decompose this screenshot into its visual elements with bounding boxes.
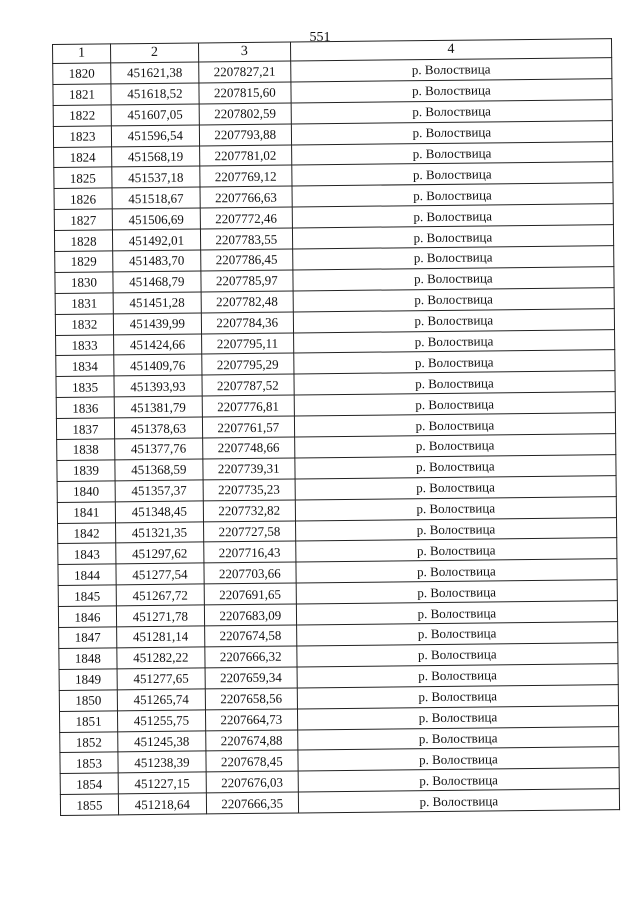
description-cell: р. Волоствица bbox=[295, 517, 616, 541]
y-coordinate-cell: 2207683,09 bbox=[204, 604, 296, 626]
y-coordinate-cell: 2207666,35 bbox=[206, 792, 298, 814]
point-number-cell: 1828 bbox=[54, 230, 112, 251]
x-coordinate-cell: 451451,28 bbox=[113, 292, 201, 314]
y-coordinate-cell: 2207735,23 bbox=[203, 479, 295, 501]
point-number-cell: 1829 bbox=[55, 251, 113, 272]
description-cell: р. Волоствица bbox=[293, 287, 614, 311]
description-cell: р. Волоствица bbox=[297, 684, 618, 708]
x-coordinate-cell: 451568,19 bbox=[111, 146, 199, 168]
description-cell: р. Волоствица bbox=[296, 580, 617, 604]
x-coordinate-cell: 451518,67 bbox=[112, 187, 200, 209]
description-cell: р. Волоствица bbox=[290, 58, 611, 82]
description-cell: р. Волоствица bbox=[295, 455, 616, 479]
x-coordinate-cell: 451607,05 bbox=[111, 104, 199, 126]
description-cell: р. Волоствица bbox=[292, 246, 613, 270]
x-coordinate-cell: 451483,70 bbox=[113, 250, 201, 272]
y-coordinate-cell: 2207786,45 bbox=[200, 249, 292, 271]
x-coordinate-cell: 451506,69 bbox=[112, 208, 200, 230]
description-cell: р. Волоствица bbox=[294, 392, 615, 416]
description-cell: р. Волоствица bbox=[294, 371, 615, 395]
description-cell: р. Волоствица bbox=[294, 434, 615, 458]
point-number-cell: 1837 bbox=[56, 418, 114, 439]
point-number-cell: 1845 bbox=[58, 585, 116, 606]
y-coordinate-cell: 2207727,58 bbox=[203, 521, 295, 543]
x-coordinate-cell: 451265,74 bbox=[117, 689, 205, 711]
point-number-cell: 1834 bbox=[56, 355, 114, 376]
x-coordinate-cell: 451297,62 bbox=[116, 542, 204, 564]
point-number-cell: 1826 bbox=[54, 188, 112, 209]
description-cell: р. Волоствица bbox=[296, 601, 617, 625]
description-cell: р. Волоствица bbox=[292, 204, 613, 228]
description-cell: р. Волоствица bbox=[292, 225, 613, 249]
point-number-cell: 1841 bbox=[57, 502, 115, 523]
x-coordinate-cell: 451267,72 bbox=[116, 584, 204, 606]
point-number-cell: 1831 bbox=[55, 293, 113, 314]
y-coordinate-cell: 2207795,11 bbox=[201, 333, 293, 355]
point-number-cell: 1821 bbox=[53, 84, 111, 105]
y-coordinate-cell: 2207703,66 bbox=[204, 562, 296, 584]
coordinates-table bbox=[52, 38, 620, 816]
description-cell: р. Волоствица bbox=[291, 99, 612, 123]
description-cell: р. Волоствица bbox=[297, 663, 618, 687]
y-coordinate-cell: 2207716,43 bbox=[204, 541, 296, 563]
header-cell: 4 bbox=[290, 39, 611, 61]
description-cell: р. Волоствица bbox=[296, 622, 617, 646]
y-coordinate-cell: 2207748,66 bbox=[202, 437, 294, 459]
x-coordinate-cell: 451424,66 bbox=[113, 334, 201, 356]
point-number-cell: 1820 bbox=[53, 63, 111, 84]
description-cell: р. Волоствица bbox=[291, 120, 612, 144]
y-coordinate-cell: 2207659,34 bbox=[205, 667, 297, 689]
y-coordinate-cell: 2207666,32 bbox=[205, 646, 297, 668]
y-coordinate-cell: 2207782,48 bbox=[201, 291, 293, 313]
description-cell: р. Волоствица bbox=[298, 768, 619, 792]
description-cell: р. Волоствица bbox=[297, 643, 618, 667]
x-coordinate-cell: 451238,39 bbox=[118, 751, 206, 773]
x-coordinate-cell: 451271,78 bbox=[116, 605, 204, 627]
y-coordinate-cell: 2207769,12 bbox=[200, 165, 292, 187]
y-coordinate-cell: 2207691,65 bbox=[204, 583, 296, 605]
x-coordinate-cell: 451218,64 bbox=[118, 793, 206, 815]
point-number-cell: 1849 bbox=[59, 669, 117, 690]
point-number-cell: 1825 bbox=[54, 167, 112, 188]
x-coordinate-cell: 451409,76 bbox=[114, 354, 202, 376]
x-coordinate-cell: 451321,35 bbox=[115, 522, 203, 544]
description-cell: р. Волоствица bbox=[297, 726, 618, 750]
point-number-cell: 1843 bbox=[58, 543, 116, 564]
y-coordinate-cell: 2207784,36 bbox=[201, 312, 293, 334]
point-number-cell: 1823 bbox=[53, 126, 111, 147]
point-number-cell: 1842 bbox=[58, 522, 116, 543]
point-number-cell: 1847 bbox=[59, 627, 117, 648]
header-cell: 3 bbox=[198, 42, 290, 62]
y-coordinate-cell: 2207785,97 bbox=[201, 270, 293, 292]
y-coordinate-cell: 2207674,58 bbox=[204, 625, 296, 647]
point-number-cell: 1851 bbox=[59, 710, 117, 731]
y-coordinate-cell: 2207772,46 bbox=[200, 207, 292, 229]
description-cell: р. Волоствица bbox=[298, 747, 619, 771]
y-coordinate-cell: 2207827,21 bbox=[199, 61, 291, 83]
x-coordinate-cell: 451468,79 bbox=[113, 271, 201, 293]
point-number-cell: 1852 bbox=[60, 731, 118, 752]
description-cell: р. Волоствица bbox=[295, 538, 616, 562]
x-coordinate-cell: 451537,18 bbox=[112, 166, 200, 188]
y-coordinate-cell: 2207739,31 bbox=[203, 458, 295, 480]
x-coordinate-cell: 451596,54 bbox=[111, 125, 199, 147]
x-coordinate-cell: 451378,63 bbox=[114, 417, 202, 439]
description-cell: р. Волоствица bbox=[294, 413, 615, 437]
point-number-cell: 1846 bbox=[58, 606, 116, 627]
description-cell: р. Волоствица bbox=[293, 308, 614, 332]
point-number-cell: 1840 bbox=[57, 481, 115, 502]
y-coordinate-cell: 2207787,52 bbox=[202, 374, 294, 396]
y-coordinate-cell: 2207781,02 bbox=[199, 145, 291, 167]
point-number-cell: 1850 bbox=[59, 690, 117, 711]
x-coordinate-cell: 451618,52 bbox=[111, 83, 199, 105]
header-cell: 2 bbox=[110, 43, 198, 63]
description-cell: р. Волоствица bbox=[292, 162, 613, 186]
header-cell: 1 bbox=[53, 44, 111, 64]
description-cell: р. Волоствица bbox=[291, 141, 612, 165]
y-coordinate-cell: 2207732,82 bbox=[203, 500, 295, 522]
point-number-cell: 1844 bbox=[58, 564, 116, 585]
description-cell: р. Волоствица bbox=[296, 559, 617, 583]
x-coordinate-cell: 451281,14 bbox=[117, 626, 205, 648]
x-coordinate-cell: 451282,22 bbox=[117, 647, 205, 669]
x-coordinate-cell: 451255,75 bbox=[117, 710, 205, 732]
x-coordinate-cell: 451348,45 bbox=[115, 501, 203, 523]
description-cell: р. Волоствица bbox=[295, 475, 616, 499]
description-cell: р. Волоствица bbox=[295, 496, 616, 520]
y-coordinate-cell: 2207658,56 bbox=[205, 688, 297, 710]
point-number-cell: 1854 bbox=[60, 773, 118, 794]
point-number-cell: 1855 bbox=[60, 794, 118, 815]
description-cell: р. Волоствица bbox=[297, 705, 618, 729]
y-coordinate-cell: 2207783,55 bbox=[200, 228, 292, 250]
page-number: 551 bbox=[309, 30, 331, 45]
y-coordinate-cell: 2207793,88 bbox=[199, 124, 291, 146]
point-number-cell: 1836 bbox=[56, 397, 114, 418]
x-coordinate-cell: 451381,79 bbox=[114, 396, 202, 418]
point-number-cell: 1832 bbox=[55, 314, 113, 335]
point-number-cell: 1833 bbox=[56, 334, 114, 355]
y-coordinate-cell: 2207664,73 bbox=[205, 709, 297, 731]
x-coordinate-cell: 451277,65 bbox=[117, 668, 205, 690]
point-number-cell: 1824 bbox=[54, 146, 112, 167]
x-coordinate-cell: 451357,37 bbox=[115, 480, 203, 502]
y-coordinate-cell: 2207761,57 bbox=[202, 416, 294, 438]
y-coordinate-cell: 2207802,59 bbox=[199, 103, 291, 125]
y-coordinate-cell: 2207674,88 bbox=[206, 729, 298, 751]
y-coordinate-cell: 2207815,60 bbox=[199, 82, 291, 104]
point-number-cell: 1835 bbox=[56, 376, 114, 397]
y-coordinate-cell: 2207676,03 bbox=[206, 771, 298, 793]
x-coordinate-cell: 451245,38 bbox=[118, 730, 206, 752]
point-number-cell: 1822 bbox=[53, 105, 111, 126]
point-number-cell: 1827 bbox=[54, 209, 112, 230]
description-cell: р. Волоствица bbox=[291, 79, 612, 103]
description-cell: р. Волоствица bbox=[294, 350, 615, 374]
x-coordinate-cell: 451277,54 bbox=[116, 563, 204, 585]
point-number-cell: 1838 bbox=[57, 439, 115, 460]
x-coordinate-cell: 451377,76 bbox=[115, 438, 203, 460]
x-coordinate-cell: 451621,38 bbox=[111, 62, 199, 84]
point-number-cell: 1839 bbox=[57, 460, 115, 481]
y-coordinate-cell: 2207678,45 bbox=[206, 750, 298, 772]
description-cell: р. Волоствица bbox=[293, 267, 614, 291]
description-cell: р. Волоствица bbox=[298, 789, 619, 813]
y-coordinate-cell: 2207776,81 bbox=[202, 395, 294, 417]
x-coordinate-cell: 451439,99 bbox=[113, 313, 201, 335]
point-number-cell: 1853 bbox=[60, 752, 118, 773]
table-body bbox=[53, 58, 620, 816]
x-coordinate-cell: 451368,59 bbox=[115, 459, 203, 481]
point-number-cell: 1830 bbox=[55, 272, 113, 293]
y-coordinate-cell: 2207795,29 bbox=[202, 353, 294, 375]
description-cell: р. Волоствица bbox=[293, 329, 614, 353]
y-coordinate-cell: 2207766,63 bbox=[200, 186, 292, 208]
x-coordinate-cell: 451227,15 bbox=[118, 772, 206, 794]
point-number-cell: 1848 bbox=[59, 648, 117, 669]
description-cell: р. Волоствица bbox=[292, 183, 613, 207]
x-coordinate-cell: 451393,93 bbox=[114, 375, 202, 397]
x-coordinate-cell: 451492,01 bbox=[112, 229, 200, 251]
